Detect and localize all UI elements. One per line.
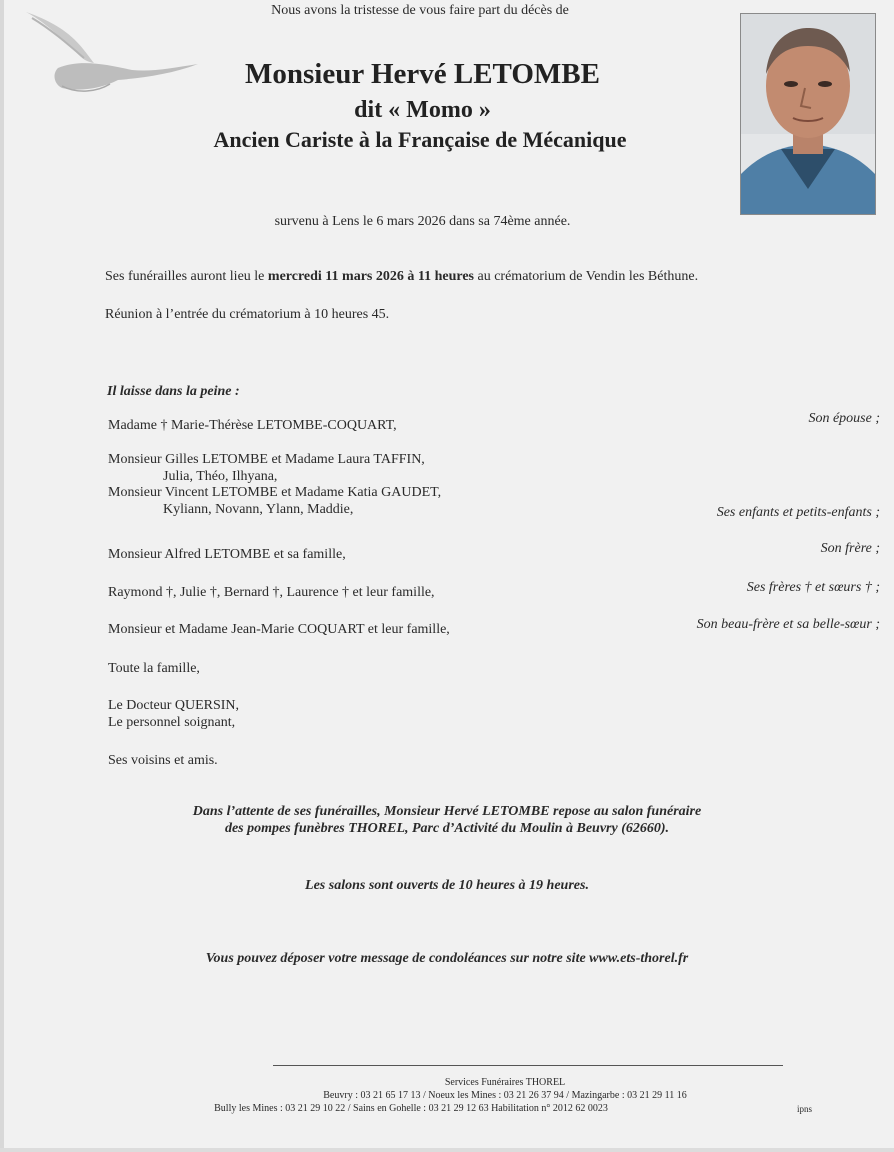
relation-in-laws: Son beau-frère et sa belle-sœur ; [696, 617, 880, 632]
footer-phones-1: Beuvry : 03 21 65 17 13 / Noeux les Mines : 03 21 26 37 94 / Mazingarbe : 03 21 29 11 16 [323, 1090, 687, 1101]
rest-line-2: des pompes funèbres THOREL, Parc d’Activité du Moulin à Beuvry (62660). [224, 821, 670, 836]
relation-children: Ses enfants et petits-enfants ; [716, 505, 880, 520]
family-line: Monsieur Gilles LETOMBE et Madame Laura TAFFIN, [108, 452, 425, 467]
intro-text: Nous avons la tristesse de vous faire part du décès de [271, 3, 569, 18]
family-neighbors: Ses voisins et amis. [108, 753, 218, 768]
footer-phones-2: Bully les Mines : 03 21 29 10 22 / Sains en Gohelle : 03 21 29 12 63 Habilitation n° 2012 62 0023 [214, 1103, 608, 1114]
family-line: Monsieur Vincent LETOMBE et Madame Katia GAUDET, [108, 485, 442, 500]
condolences-text: Vous pouvez déposer votre message de condoléances sur notre site www.ets-thorel.fr [205, 951, 689, 966]
footer-company: Services Funéraires THOREL [444, 1077, 566, 1088]
family-in-laws: Monsieur et Madame Jean-Marie COQUART et leur famille, [108, 622, 450, 637]
family-spouse: Madame † Marie-Thérèse LETOMBE-COQUART, [108, 418, 397, 433]
salon-hours: Les salons sont ouverts de 10 heures à 19 heures. [305, 878, 589, 893]
family-line-grandchildren: Kyliann, Novann, Ylann, Maddie, [163, 501, 354, 517]
family-brother: Monsieur Alfred LETOMBE et sa famille, [108, 547, 346, 562]
funeral-info [105, 269, 698, 285]
family-children [108, 452, 441, 518]
deceased-name: Monsieur Hervé LETOMBE [245, 58, 600, 90]
deceased-nickname: dit « Momo » [354, 97, 491, 123]
relation-brother: Son frère ; [820, 541, 880, 556]
footer-divider [273, 1065, 783, 1066]
family-siblings: Raymond †, Julie †, Bernard †, Laurence † et leur famille, [108, 585, 435, 600]
rest-line-1: Dans l’attente de ses funérailles, Monsieur Hervé LETOMBE repose au salon funéraire [192, 804, 702, 819]
funeral-prefix: Ses funérailles auront lieu le [105, 269, 268, 284]
staff-line: Le personnel soignant, [108, 715, 236, 730]
scan-edge-bottom [0, 1148, 894, 1152]
death-notice: survenu à Lens le 6 mars 2026 dans sa 74ème année. [274, 214, 571, 229]
family-line-grandchildren: Julia, Théo, Ilhyana, [163, 468, 278, 484]
relation-siblings: Ses frères † et sœurs † ; [746, 580, 880, 595]
funeral-suffix: au crématorium de Vendin les Béthune. [474, 269, 699, 284]
funeral-date: mercredi 11 mars 2026 à 11 heures [267, 269, 474, 284]
mourning-heading: Il laisse dans la peine : [107, 384, 240, 399]
family-care [108, 697, 239, 731]
relation-spouse: Son épouse ; [808, 411, 880, 426]
portrait-photo [740, 13, 876, 215]
deceased-occupation: Ancien Cariste à la Française de Mécanique [213, 127, 627, 152]
family-all: Toute la famille, [108, 661, 200, 676]
reunion-info: Réunion à l’entrée du crématorium à 10 heures 45. [105, 307, 390, 322]
ipns-mark: ipns [797, 1104, 813, 1114]
doctor-line: Le Docteur QUERSIN, [108, 698, 240, 713]
scan-edge-left [0, 0, 4, 1152]
portrait-image [741, 14, 875, 214]
